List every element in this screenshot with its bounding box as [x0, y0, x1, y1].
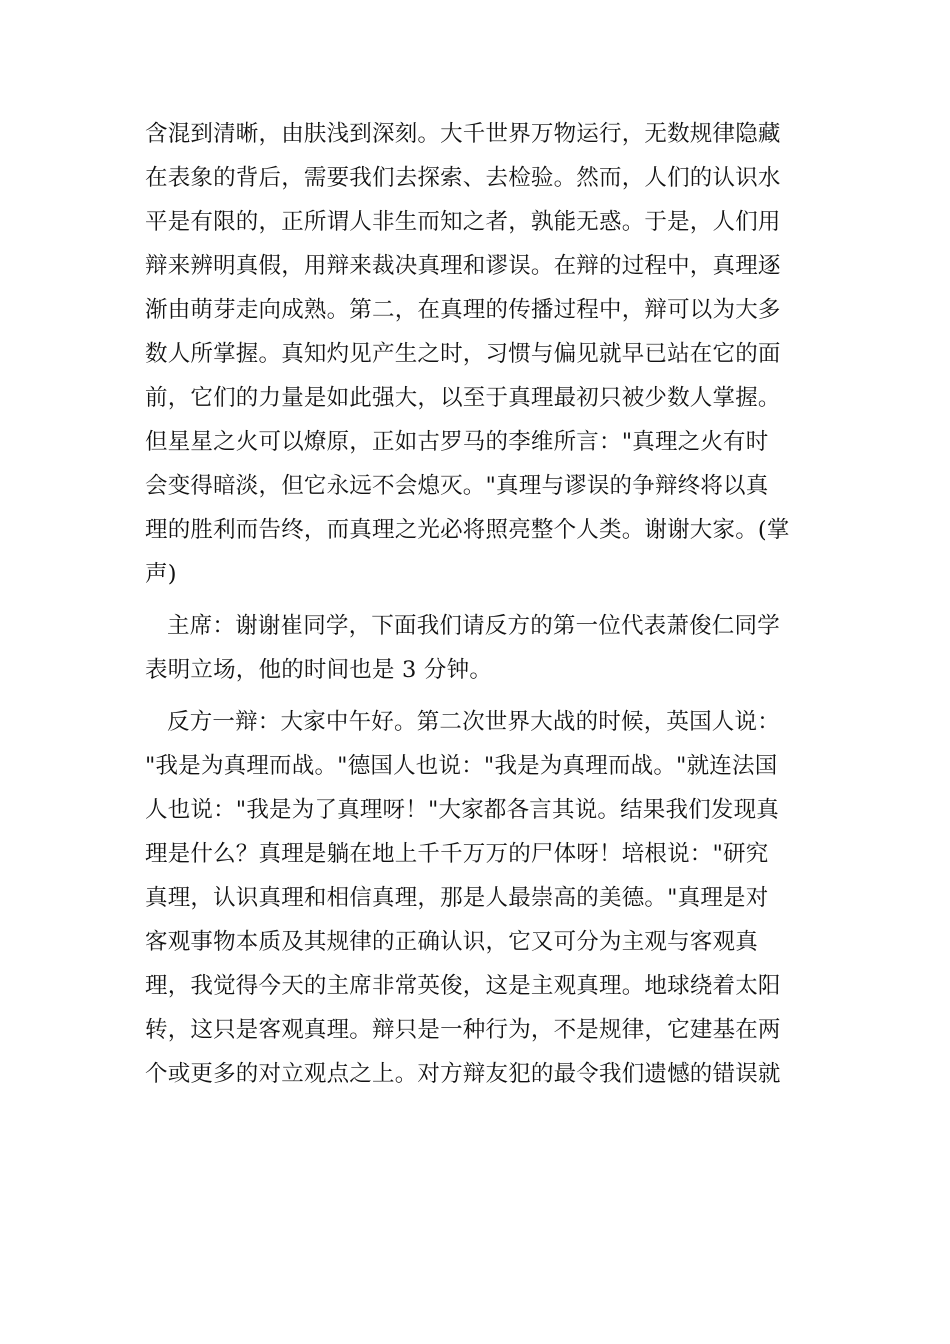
text-line: 理，我觉得今天的主席非常英俊，这是主观真理。地球绕着太阳 [145, 973, 781, 999]
text-line: 理是什么？真理是躺在地上千千万万的尸体呀！培根说："研究 [145, 841, 769, 867]
text-line: 但星星之火可以燎原，正如古罗马的李维所言："真理之火有时 [145, 429, 769, 455]
paragraph-opposition-speech [145, 700, 810, 1096]
text-line: 转，这只是客观真理。辩只是一种行为，不是规律，它建基在两 [145, 1017, 781, 1043]
text-line: 辩来辨明真假，用辩来裁决真理和谬误。在辩的过程中，真理逐 [145, 253, 781, 279]
paragraph-closing-speech [145, 112, 810, 596]
text-line: 客观事物本质及其规律的正确认识，它又可分为主观与客观真 [145, 929, 758, 955]
text-line: 反方一辩：大家中午好。第二次世界大战的时候，英国人说： [167, 709, 780, 735]
text-line: 含混到清晰，由肤浅到深刻。大千世界万物运行，无数规律隐藏 [145, 121, 781, 147]
text-line: 在表象的背后，需要我们去探索、去检验。然而，人们的认识水 [145, 165, 781, 191]
text-line: 表明立场，他的时间也是 3 分钟。 [145, 657, 493, 683]
paragraph-spacer [145, 692, 810, 700]
text-line: 渐由萌芽走向成熟。第二，在真理的传播过程中，辩可以为大多 [145, 297, 781, 323]
text-line: 真理，认识真理和相信真理，那是人最崇高的美德。"真理是对 [145, 885, 769, 911]
paragraph-spacer [145, 596, 810, 604]
text-line: 会变得暗淡，但它永远不会熄灭。"真理与谬误的争辩终将以真 [145, 473, 769, 499]
text-line: 个或更多的对立观点之上。对方辩友犯的最令我们遗憾的错误就 [145, 1061, 781, 1087]
text-line: 前，它们的力量是如此强大，以至于真理最初只被少数人掌握。 [145, 385, 781, 411]
paragraph-chair-remark [145, 604, 810, 692]
text-line: 声) [145, 561, 177, 587]
text-line: 平是有限的，正所谓人非生而知之者，孰能无惑。于是，人们用 [145, 209, 781, 235]
text-line: 理的胜利而告终，而真理之光必将照亮整个人类。谢谢大家。(掌 [145, 517, 790, 543]
text-line: 主席：谢谢崔同学，下面我们请反方的第一位代表萧俊仁同学 [167, 613, 780, 639]
text-line: 人也说："我是为了真理呀！"大家都各言其说。结果我们发现真 [145, 797, 779, 823]
document-body [145, 112, 810, 1096]
text-line: 数人所掌握。真知灼见产生之时，习惯与偏见就早已站在它的面 [145, 341, 781, 367]
text-line: "我是为真理而战。"德国人也说："我是为真理而战。"就连法国 [145, 753, 778, 779]
